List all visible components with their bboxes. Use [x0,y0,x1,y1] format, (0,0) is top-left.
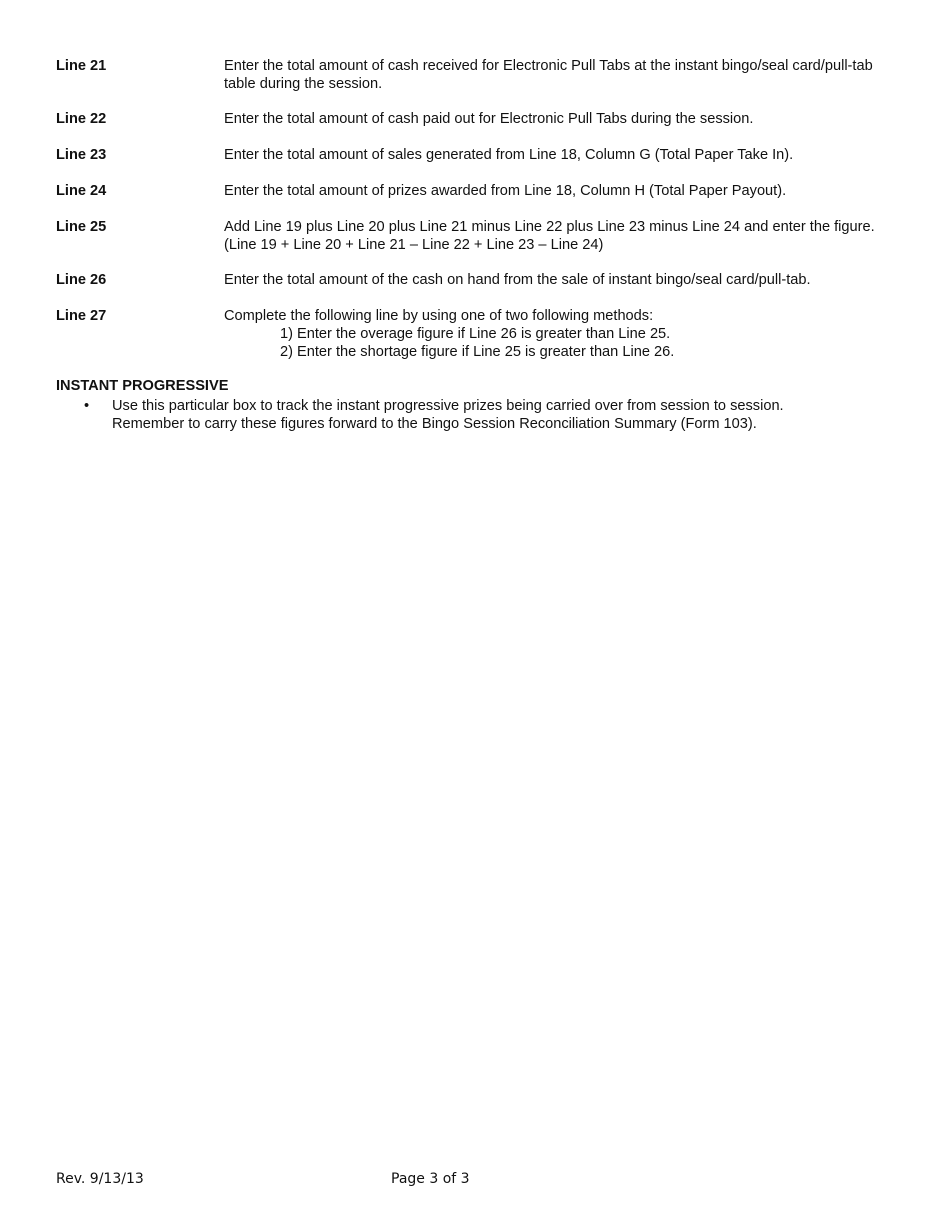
line-description: Enter the total amount of cash received for Electronic Pull Tabs at the instant bingo/seal card/pull-tab table during the session. [224,58,873,92]
line-description: Add Line 19 plus Line 20 plus Line 21 minus Line 22 plus Line 23 minus Line 24 and enter the figure. (Line 19 + Line 20 + Line 21 – Line 22 + Line 23 – Line 24) [224,219,875,253]
page-number: Page 3 of 3 [391,1171,470,1187]
line-label: Line 25 [56,219,107,235]
line-label: Line 27 [56,308,107,324]
line-description: Enter the total amount of the cash on hand from the sale of instant bingo/seal card/pull-tab. [224,272,811,288]
line-label: Line 23 [56,147,107,163]
line-description: Enter the total amount of sales generated from Line 18, Column G (Total Paper Take In). [224,147,794,163]
bullet-icon: • [84,398,90,414]
line-description: Enter the total amount of cash paid out for Electronic Pull Tabs during the session. [224,111,754,127]
method-item: 2) Enter the shortage figure if Line 25 is greater than Line 26. [280,344,675,360]
line-label: Line 24 [56,183,107,199]
instant-progressive-heading: INSTANT PROGRESSIVE [56,378,229,394]
line-description: Enter the total amount of prizes awarded from Line 18, Column H (Total Paper Payout). [224,183,787,199]
line-label: Line 21 [56,58,107,74]
line-description: Complete the following line by using one of two following methods: [224,308,654,324]
line-description-block [224,307,904,361]
line-label: Line 26 [56,272,107,288]
bullet-text: Use this particular box to track the instant progressive prizes being carried over from session to session. Remember to carry these figures forward to the Bingo Session Reconciliation Summary (Form 103). [112,398,784,432]
line-label: Line 22 [56,111,107,127]
revision-date: Rev. 9/13/13 [56,1171,144,1187]
method-item: 1) Enter the overage figure if Line 26 is greater than Line 25. [280,326,671,342]
